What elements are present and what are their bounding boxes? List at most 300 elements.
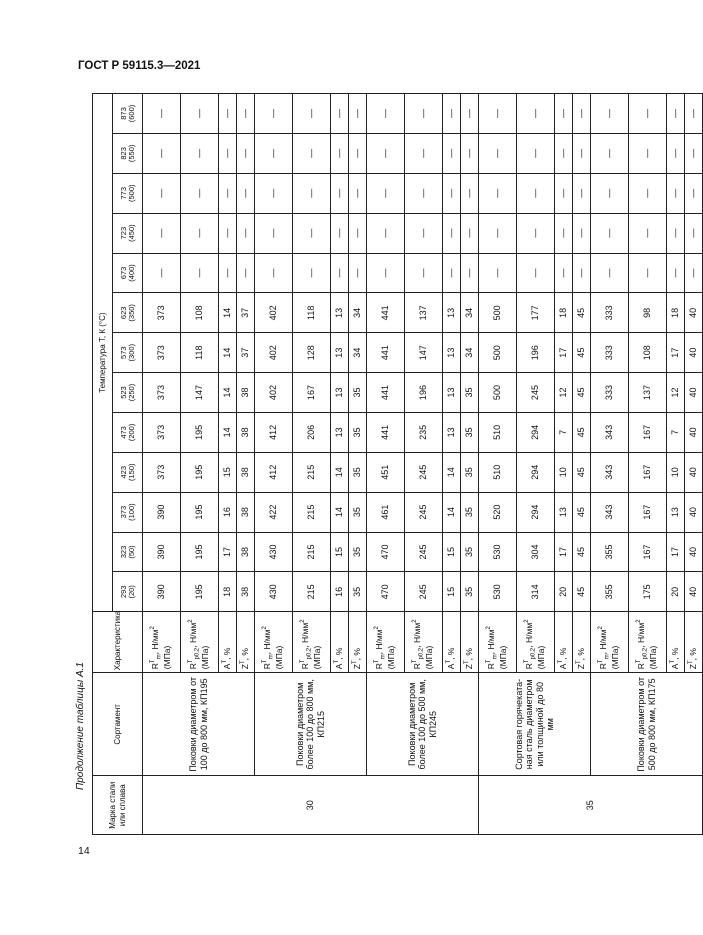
value-cell: 40	[685, 452, 703, 492]
temperature-celsius: (50)	[126, 545, 136, 559]
value-cell: —	[405, 94, 443, 134]
value-cell: 195	[181, 452, 219, 492]
value-cell: 245	[405, 572, 443, 612]
value-cell: 17	[219, 532, 237, 572]
temperature-header	[113, 373, 143, 413]
value-cell: —	[219, 94, 237, 134]
value-cell: 15	[443, 532, 461, 572]
value-cell: 34	[349, 333, 367, 373]
characteristic-cell: $Z^T$, %	[685, 612, 703, 673]
temperature-header	[113, 333, 143, 373]
value-cell: 294	[517, 452, 555, 492]
value-cell: —	[349, 94, 367, 134]
value-cell: —	[237, 253, 255, 293]
value-cell: —	[255, 133, 293, 173]
value-cell: —	[293, 173, 331, 213]
value-cell: —	[479, 253, 517, 293]
value-cell: 412	[255, 452, 293, 492]
value-cell: 38	[237, 452, 255, 492]
value-cell: —	[349, 173, 367, 213]
value-cell: —	[331, 94, 349, 134]
value-cell: 195	[181, 532, 219, 572]
temperature-header	[113, 452, 143, 492]
value-cell: —	[555, 173, 573, 213]
value-cell: 45	[573, 412, 591, 452]
value-cell: 38	[237, 373, 255, 413]
value-cell: 441	[367, 412, 405, 452]
value-cell: 34	[461, 293, 479, 333]
temperature-celsius: (100)	[126, 503, 136, 521]
value-cell: 13	[331, 412, 349, 452]
characteristic-cell: $R^T_m$, $Н/мм^2$ (МПа)	[591, 612, 629, 673]
value-cell: 402	[255, 333, 293, 373]
value-cell: 12	[555, 373, 573, 413]
value-cell: 343	[591, 452, 629, 492]
value-cell: —	[143, 253, 181, 293]
value-cell: —	[443, 133, 461, 173]
value-cell: 500	[479, 293, 517, 333]
temperature-kelvin: 373	[118, 505, 128, 519]
value-cell: —	[367, 173, 405, 213]
value-cell: —	[181, 94, 219, 134]
value-cell: 15	[219, 452, 237, 492]
temperature-celsius: (600)	[126, 104, 136, 123]
temperature-header	[113, 412, 143, 452]
value-cell: 108	[629, 333, 667, 373]
value-cell: 304	[517, 532, 555, 572]
value-cell: —	[685, 94, 703, 134]
value-cell: —	[443, 213, 461, 253]
temperature-celsius: (20)	[126, 585, 136, 599]
value-cell: —	[573, 133, 591, 173]
value-cell: 245	[405, 492, 443, 532]
header-characteristic: Характеристика	[93, 612, 143, 673]
value-cell: 461	[367, 492, 405, 532]
temperature-header	[113, 532, 143, 572]
value-cell: 441	[367, 333, 405, 373]
characteristic-cell: $A^T$, %	[219, 612, 237, 673]
value-cell: —	[181, 133, 219, 173]
value-cell: 35	[461, 572, 479, 612]
value-cell: 373	[143, 293, 181, 333]
value-cell: 167	[629, 412, 667, 452]
value-cell: —	[667, 253, 685, 293]
value-cell: 17	[555, 333, 573, 373]
characteristic-cell: $R^T_m$, $Н/мм^2$ (МПа)	[255, 612, 293, 673]
value-cell: —	[685, 253, 703, 293]
value-cell: 13	[555, 492, 573, 532]
value-cell: 530	[479, 532, 517, 572]
value-cell: —	[555, 253, 573, 293]
value-cell: 500	[479, 333, 517, 373]
characteristic-cell: $R^T_m$, $Н/мм^2$ (МПа)	[479, 612, 517, 673]
value-cell: —	[517, 213, 555, 253]
value-cell: 402	[255, 373, 293, 413]
value-cell: —	[143, 94, 181, 134]
value-cell: 35	[461, 492, 479, 532]
value-cell: 373	[143, 373, 181, 413]
value-cell: 196	[517, 333, 555, 373]
value-cell: —	[255, 173, 293, 213]
value-cell: 195	[181, 572, 219, 612]
value-cell: 40	[685, 333, 703, 373]
value-cell: 14	[219, 333, 237, 373]
value-cell: 13	[331, 373, 349, 413]
value-cell: —	[255, 253, 293, 293]
value-cell: —	[555, 213, 573, 253]
value-cell: —	[591, 94, 629, 134]
value-cell: —	[349, 133, 367, 173]
value-cell: 16	[219, 492, 237, 532]
value-cell: —	[479, 94, 517, 134]
value-cell: 451	[367, 452, 405, 492]
temperature-celsius: (400)	[126, 264, 136, 282]
temperature-kelvin: 523	[118, 386, 128, 399]
value-cell: —	[517, 253, 555, 293]
value-cell: 118	[293, 293, 331, 333]
temperature-header	[113, 213, 143, 253]
value-cell: —	[181, 173, 219, 213]
table-row	[143, 94, 181, 835]
value-cell: —	[555, 94, 573, 134]
value-cell: 13	[443, 412, 461, 452]
assortment-cell: Поковки диаметром от 100 до 800 мм, КП195	[143, 673, 255, 776]
temperature-header	[113, 572, 143, 612]
page-number: 14	[78, 845, 90, 857]
value-cell: 34	[461, 333, 479, 373]
value-cell: 35	[349, 373, 367, 413]
temperature-celsius: (150)	[126, 463, 136, 482]
characteristic-cell: $A^T$, %	[667, 612, 685, 673]
value-cell: —	[349, 213, 367, 253]
value-cell: 35	[461, 412, 479, 452]
value-cell: 38	[237, 532, 255, 572]
value-cell: —	[517, 173, 555, 213]
document-header: ГОСТ Р 59115.3—2021	[78, 60, 201, 72]
temperature-header	[113, 293, 143, 333]
value-cell: 10	[555, 452, 573, 492]
characteristic-cell: $R^T_{p0,2}$, $Н/мм^2$ (МПа)	[405, 612, 443, 673]
value-cell: 35	[349, 492, 367, 532]
value-cell: —	[255, 213, 293, 253]
value-cell: 18	[219, 572, 237, 612]
characteristic-cell: $Z^T$, %	[573, 612, 591, 673]
temperature-celsius: (350)	[126, 304, 136, 322]
value-cell: —	[219, 253, 237, 293]
value-cell: 167	[293, 373, 331, 413]
value-cell: 16	[331, 572, 349, 612]
value-cell: 45	[573, 333, 591, 373]
value-cell: 147	[181, 373, 219, 413]
value-cell: —	[237, 133, 255, 173]
value-cell: —	[293, 94, 331, 134]
value-cell: —	[237, 213, 255, 253]
value-cell: —	[293, 133, 331, 173]
table-row	[255, 94, 293, 835]
value-cell: —	[667, 173, 685, 213]
value-cell: 470	[367, 572, 405, 612]
value-cell: 14	[331, 452, 349, 492]
table-row	[479, 94, 517, 835]
value-cell: —	[573, 253, 591, 293]
value-cell: —	[685, 213, 703, 253]
value-cell: 195	[181, 412, 219, 452]
grade-cell: 30	[143, 776, 479, 835]
assortment-cell: Поковки диаметром более 100 до 500 мм, КП245	[367, 673, 479, 776]
value-cell: 38	[237, 572, 255, 612]
value-cell: 390	[143, 492, 181, 532]
value-cell: —	[237, 94, 255, 134]
value-cell: 35	[349, 572, 367, 612]
temperature-celsius: (500)	[126, 184, 136, 202]
value-cell: —	[591, 213, 629, 253]
temperature-header	[113, 492, 143, 532]
temperature-kelvin: 823	[118, 147, 128, 160]
value-cell: —	[517, 94, 555, 134]
value-cell: 20	[667, 572, 685, 612]
value-cell: 402	[255, 293, 293, 333]
value-cell: —	[293, 253, 331, 293]
value-cell: —	[367, 133, 405, 173]
value-cell: 34	[349, 293, 367, 333]
value-cell: 500	[479, 373, 517, 413]
value-cell: 137	[629, 373, 667, 413]
value-cell: —	[685, 133, 703, 173]
value-cell: 333	[591, 333, 629, 373]
temperature-kelvin: 873	[118, 107, 128, 120]
value-cell: 422	[255, 492, 293, 532]
value-cell: —	[461, 133, 479, 173]
value-cell: —	[667, 94, 685, 134]
value-cell: —	[405, 253, 443, 293]
value-cell: —	[143, 173, 181, 213]
value-cell: 35	[461, 532, 479, 572]
value-cell: —	[573, 94, 591, 134]
value-cell: —	[591, 253, 629, 293]
value-cell: 35	[349, 452, 367, 492]
value-cell: 390	[143, 532, 181, 572]
characteristic-cell: $R^T_m$, $Н/мм^2$ (МПа)	[143, 612, 181, 673]
value-cell: 118	[181, 333, 219, 373]
value-cell: 215	[293, 492, 331, 532]
temperature-kelvin: 623	[118, 306, 128, 320]
value-cell: —	[405, 133, 443, 173]
value-cell: —	[143, 213, 181, 253]
value-cell: —	[331, 213, 349, 253]
value-cell: 7	[667, 412, 685, 452]
value-cell: 294	[517, 412, 555, 452]
temperature-celsius: (450)	[126, 224, 136, 242]
value-cell: 14	[443, 452, 461, 492]
value-cell: —	[479, 173, 517, 213]
value-cell: 373	[143, 412, 181, 452]
temperature-celsius: (300)	[126, 343, 136, 362]
assortment-cell: Сортовая горячеката-ная сталь диаметром или толщиной до 80 мм	[479, 673, 591, 776]
value-cell: 167	[629, 492, 667, 532]
value-cell: 355	[591, 532, 629, 572]
temperature-kelvin: 773	[118, 186, 128, 200]
value-cell: 40	[685, 373, 703, 413]
value-cell: 510	[479, 452, 517, 492]
characteristic-cell: $R^T_{p0,2}$, $Н/мм^2$ (МПа)	[517, 612, 555, 673]
value-cell: —	[461, 213, 479, 253]
value-cell: 40	[685, 293, 703, 333]
value-cell: 13	[331, 293, 349, 333]
value-cell: 215	[293, 452, 331, 492]
value-cell: 14	[219, 293, 237, 333]
characteristic-cell: $A^T$, %	[443, 612, 461, 673]
value-cell: 245	[517, 373, 555, 413]
assortment-cell: Поковки диаметром более 100 до 800 мм, КП215	[255, 673, 367, 776]
value-cell: 333	[591, 373, 629, 413]
value-cell: 147	[405, 333, 443, 373]
value-cell: 37	[237, 293, 255, 333]
value-cell: 470	[367, 532, 405, 572]
value-cell: 510	[479, 412, 517, 452]
value-cell: —	[591, 133, 629, 173]
value-cell: —	[367, 213, 405, 253]
value-cell: 206	[293, 412, 331, 452]
temperature-header	[113, 253, 143, 293]
temperature-celsius: (250)	[126, 383, 136, 402]
value-cell: 18	[555, 293, 573, 333]
value-cell: 14	[219, 373, 237, 413]
value-cell: 108	[181, 293, 219, 333]
temperature-kelvin: 423	[118, 466, 128, 479]
assortment-cell: Поковки диаметром от 500 до 800 мм, КП175	[591, 673, 703, 776]
value-cell: 373	[143, 333, 181, 373]
value-cell: 35	[461, 452, 479, 492]
value-cell: 373	[143, 452, 181, 492]
value-cell: —	[331, 253, 349, 293]
value-cell: 20	[555, 572, 573, 612]
temperature-celsius: (550)	[126, 144, 136, 163]
temperature-kelvin: 673	[118, 266, 128, 280]
value-cell: 45	[573, 452, 591, 492]
value-cell: 35	[349, 412, 367, 452]
value-cell: —	[367, 94, 405, 134]
value-cell: 35	[461, 373, 479, 413]
value-cell: 520	[479, 492, 517, 532]
properties-table	[92, 93, 703, 835]
value-cell: —	[219, 213, 237, 253]
value-cell: 40	[685, 532, 703, 572]
value-cell: 45	[573, 492, 591, 532]
value-cell: —	[629, 133, 667, 173]
value-cell: 13	[443, 293, 461, 333]
value-cell: —	[405, 173, 443, 213]
value-cell: 195	[181, 492, 219, 532]
table-caption: Продолжение таблицы А.1	[75, 662, 86, 790]
temperature-kelvin: 723	[118, 226, 128, 240]
value-cell: —	[237, 173, 255, 213]
value-cell: 215	[293, 532, 331, 572]
value-cell: 45	[573, 373, 591, 413]
value-cell: 15	[443, 572, 461, 612]
value-cell: 10	[667, 452, 685, 492]
temperature-kelvin: 293	[118, 585, 128, 599]
table-row	[367, 94, 405, 835]
value-cell: —	[331, 173, 349, 213]
value-cell: 441	[367, 293, 405, 333]
value-cell: —	[181, 253, 219, 293]
value-cell: —	[667, 213, 685, 253]
value-cell: —	[443, 253, 461, 293]
value-cell: 98	[629, 293, 667, 333]
value-cell: 137	[405, 293, 443, 333]
value-cell: 40	[685, 412, 703, 452]
value-cell: 14	[443, 492, 461, 532]
value-cell: 175	[629, 572, 667, 612]
value-cell: 17	[667, 333, 685, 373]
value-cell: 430	[255, 532, 293, 572]
value-cell: 441	[367, 373, 405, 413]
value-cell: 37	[237, 333, 255, 373]
value-cell: —	[443, 94, 461, 134]
value-cell: 196	[405, 373, 443, 413]
value-cell: —	[461, 173, 479, 213]
value-cell: 430	[255, 572, 293, 612]
value-cell: —	[405, 213, 443, 253]
value-cell: 35	[349, 532, 367, 572]
value-cell: 294	[517, 492, 555, 532]
value-cell: —	[143, 133, 181, 173]
value-cell: —	[443, 173, 461, 213]
value-cell: —	[629, 253, 667, 293]
header-assortment: Сортамент	[93, 673, 143, 776]
value-cell: 45	[573, 293, 591, 333]
value-cell: 177	[517, 293, 555, 333]
value-cell: 14	[331, 492, 349, 532]
value-cell: —	[349, 253, 367, 293]
value-cell: 128	[293, 333, 331, 373]
characteristic-cell: $R^T_{p0,2}$, $Н/мм^2$ (МПа)	[181, 612, 219, 673]
characteristic-cell: $R^T_m$, $Н/мм^2$ (МПа)	[367, 612, 405, 673]
value-cell: 45	[573, 572, 591, 612]
temperature-header	[113, 94, 143, 134]
value-cell: —	[479, 213, 517, 253]
characteristic-cell: $R^T_{p0,2}$, $Н/мм^2$ (МПа)	[629, 612, 667, 673]
value-cell: 167	[629, 452, 667, 492]
temperature-header	[113, 133, 143, 173]
value-cell: —	[181, 213, 219, 253]
value-cell: 18	[667, 293, 685, 333]
value-cell: 390	[143, 572, 181, 612]
header-temperature: Температура Т, К (°С)	[93, 94, 113, 612]
value-cell: —	[629, 173, 667, 213]
rotated-table-wrapper	[92, 93, 699, 835]
value-cell: 40	[685, 492, 703, 532]
characteristic-cell: $A^T$, %	[331, 612, 349, 673]
value-cell: 45	[573, 532, 591, 572]
value-cell: 38	[237, 492, 255, 532]
value-cell: 13	[443, 373, 461, 413]
value-cell: 12	[667, 373, 685, 413]
characteristic-cell: $A^T$, %	[555, 612, 573, 673]
value-cell: —	[461, 94, 479, 134]
value-cell: —	[573, 173, 591, 213]
value-cell: —	[461, 253, 479, 293]
value-cell: 314	[517, 572, 555, 612]
temperature-kelvin: 473	[118, 426, 128, 439]
value-cell: —	[573, 213, 591, 253]
value-cell: 14	[219, 412, 237, 452]
value-cell: 7	[555, 412, 573, 452]
value-cell: 343	[591, 412, 629, 452]
value-cell: —	[629, 213, 667, 253]
table-row	[591, 94, 629, 835]
value-cell: 13	[331, 333, 349, 373]
